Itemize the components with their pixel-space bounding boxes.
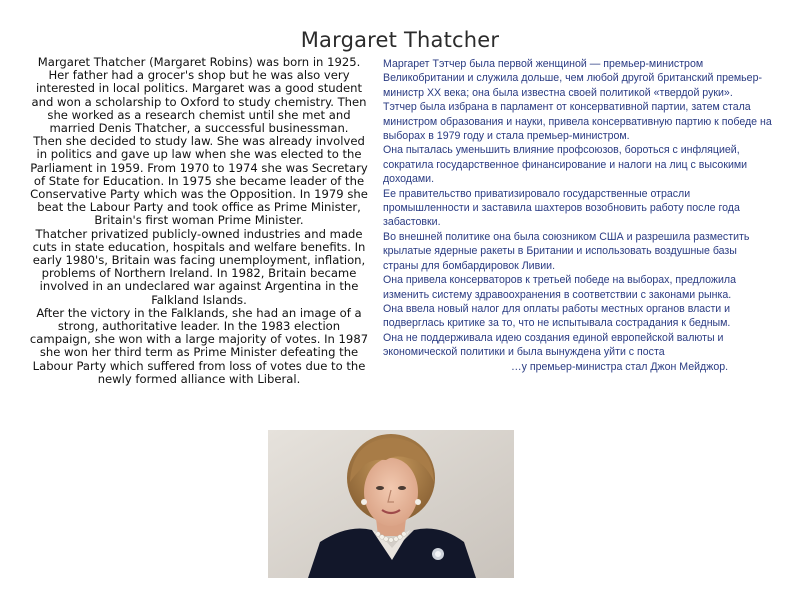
russian-text-column	[383, 57, 775, 374]
russian-paragraph: Маргарет Тэтчер была первой женщиной — премьер-министром Великобритании и служила дольше, чем любой другой британский премьер-министр XX века; она была известна своей политикой «твердой руки».	[383, 58, 762, 99]
russian-paragraph: Она ввела новый налог для оплаты работы местных органов власти и подверглась критике за то, что не испытывала сострадания к бедным.	[383, 302, 731, 330]
russian-paragraph: Она пыталась уменьшить влияние профсоюзов, бороться с инфляцией, сократила государственное финансирование и налоги на лиц с высокими доходами.	[383, 144, 748, 186]
russian-paragraph: …у премьер-министра стал Джон Мейджор.	[511, 360, 729, 373]
english-paragraph: Thatcher privatized publicly-owned industries and made cuts in state education, hospitals and welfare benefits. In early 1980's, Britain was facing unemployment, inflation, problems of Northern Ireland. In 1982, Britain became involved in an undeclared war against Argentina in the Falkland Islands.	[32, 226, 366, 307]
russian-paragraph: Она привела консерваторов к третьей победе на выборах, предложила изменить систему здравоохранения в соответствии с законами рынка.	[383, 274, 736, 301]
slide-title: Margaret Thatcher	[300, 28, 500, 52]
english-paragraph: Margaret Thatcher (Margaret Robins) was born in 1925. Her father had a grocer's shop but he was also very interested in local politics. Margaret was a good student and won a scholarship to Oxford to study chemistry. Then she worked as a research chemist until she met and married Denis Thatcher, a successful businessman.	[31, 55, 367, 136]
russian-paragraph: Тэтчер была избрана в парламент от консервативной партии, затем стала министром образования и науки, привела консервативную партию к победе на выборах в 1979 году и стала премьер-министром.	[383, 101, 772, 143]
english-paragraph: Then she decided to study law. She was already involved in politics and gave up law when she was elected to the Parliament in 1959. From 1970 to 1974 she was Secretary of State for Education. In 1975 she became leader of the Conservative Party which was the Opposition. In 1979 she beat the Labour Party and took office as Prime Minister, Britain's first woman Prime Minister.	[30, 134, 368, 228]
russian-paragraph: Она не поддерживала идею создания единой европейской валюты и экономической политики и была вынуждена уйти с поста	[383, 331, 724, 359]
russian-paragraph: Во внешней политике она была союзником США и разрешила разместить крылатые ядерные ракеты в Британии и использовать воздушные базы страны для бомбардировок Ливии.	[383, 230, 750, 272]
portrait-photo	[268, 430, 514, 578]
portrait-illustration	[268, 430, 514, 578]
english-text-column	[28, 56, 370, 386]
english-paragraph: After the victory in the Falklands, she had an image of a strong, authoritative leader. In the 1983 election campaign, she won with a large majority of votes. In 1987 she won her third term as Prime Minister defeating the Labour Party which suffered from loss of votes due to the newly formed alliance with Liberal.	[29, 305, 369, 386]
russian-paragraph: Ее правительство приватизировало государственные отрасли промышленности и заставила шахтеров возобновить работу после года забастовки.	[383, 187, 740, 229]
